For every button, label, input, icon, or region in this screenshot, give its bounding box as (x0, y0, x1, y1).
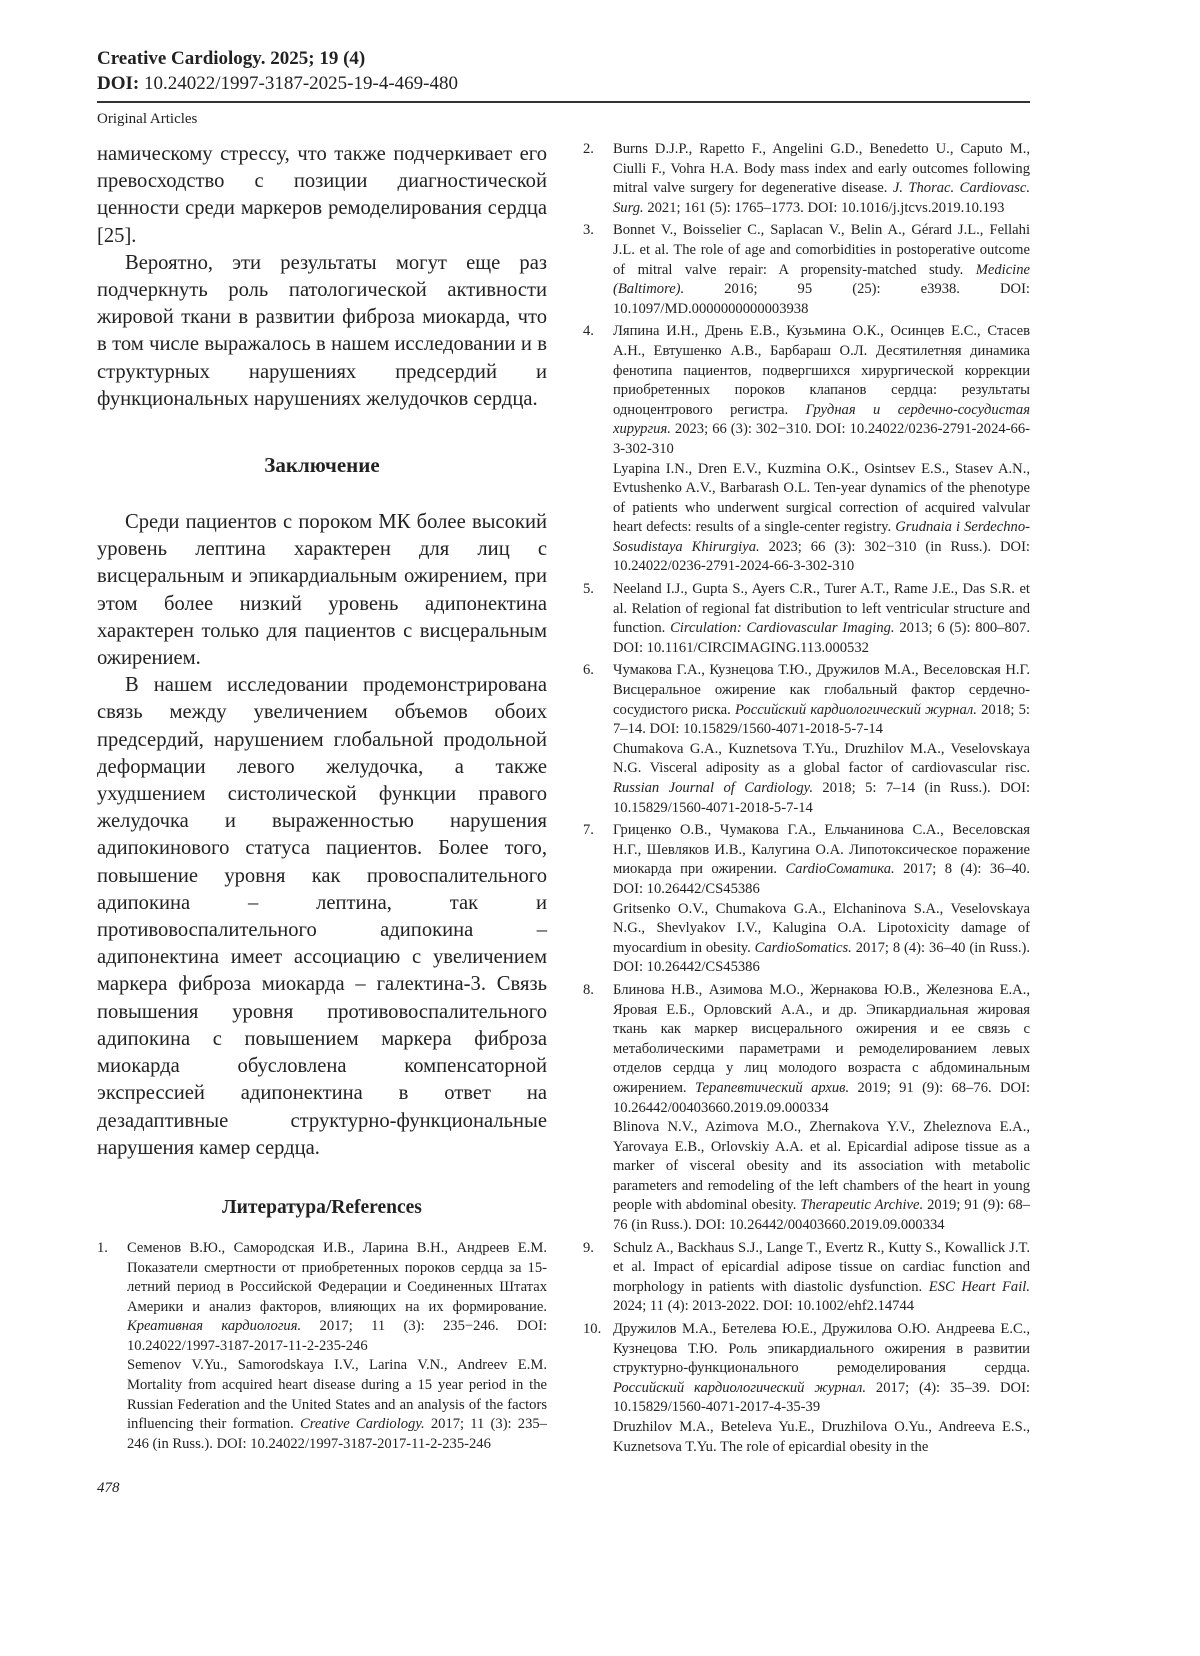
reference-list-right (583, 140, 1030, 1457)
reference-text (613, 661, 1030, 818)
reference-number: 2. (583, 140, 613, 218)
reference-citation-translation (613, 1418, 1030, 1457)
article-doi (97, 71, 1030, 96)
running-header (97, 46, 1030, 96)
citation-authors-title: Semenov V.Yu., Samorodskaya I.V., Larina V.N., Andreev E.M. Mortality from acquired heart disease during a 15 year period in the Russian Federation and the United States and an analysis of the factors influencing their formation. (127, 1357, 547, 1432)
doi-value: 10.24022/1997-3187-2025-19-4-469-480 (139, 73, 458, 94)
reference-citation (613, 322, 1030, 459)
citation-details: 2017; (4): 35–39. DOI: 10.15829/1560-4071-2017-4-35-39 (613, 1380, 1030, 1416)
citation-details: 2017; 11 (3): 235−246. DOI: 10.24022/1997-3187-2017-11-2-235-246 (127, 1318, 547, 1354)
reference-text (613, 1320, 1030, 1457)
citation-authors-title: Chumakova G.A., Kuznetsova T.Yu., Druzhilov M.A., Veselovskaya N.G. Visceral adiposity as a global factor of cardiovascular risc. (613, 741, 1030, 777)
reference-item (583, 821, 1030, 978)
citation-journal: Grudnaia i Serdechno-Sosudistaya Khirurgiya. (613, 519, 1030, 555)
citation-details: 2017; 8 (4): 36–40 (in Russ.). DOI: 10.26442/CS45386 (613, 940, 1030, 976)
reference-citation (613, 661, 1030, 739)
citation-authors-title: Дружилов М.А., Бетелева Ю.Е., Дружилова О.Ю. Андреева Е.С., Кузнецова Т.Ю. Роль эпикардиального ожирения в развитии структурно-функционального ремоделирования сердца. (613, 1321, 1030, 1376)
citation-authors-title: Bonnet V., Boisselier C., Saplacan V., Belin A., Gérard J.L., Fellahi J.L. et al. The role of age and comorbidities in postoperative outcome of mitral valve repair: A propensity-matched study. (613, 222, 1030, 277)
citation-journal: Грудная и сердечно-сосудистая хирургия. (613, 402, 1030, 438)
reference-item (583, 661, 1030, 818)
reference-list-left (97, 1239, 547, 1455)
left-column (97, 141, 547, 1457)
citation-authors-title: Гриценко О.В., Чумакова Г.А., Ельчанинова С.А., Веселовская Н.Г., Шевляков И.В., Калугина О.А. Липотоксическое поражение миокарда при ожирении. (613, 822, 1030, 877)
citation-details: 2018; 5: 7–14 (in Russ.). DOI: 10.15829/1560-4071-2018-5-7-14 (613, 780, 1030, 816)
reference-text (127, 1239, 547, 1455)
reference-item (583, 1320, 1030, 1457)
citation-journal: J. Thorac. Cardiovasc. Surg. (613, 180, 1030, 216)
citation-authors-title: Семенов В.Ю., Самородская И.В., Ларина В.Н., Андреев Е.М. Показатели смертности от приобретенных пороков сердца за 15-летний период в Российской Федерации и Соединенных Штатах Америки и анализ факторов, влияющих на их формирование. (127, 1240, 547, 1315)
citation-journal: Российский кардиологический журнал. (735, 702, 977, 718)
reference-citation-translation (613, 740, 1030, 818)
citation-details: 2023; 66 (3): 302−310 (in Russ.). DOI: 10.24022/0236-2791-2024-66-3-302-310 (613, 539, 1030, 575)
reference-item (583, 981, 1030, 1236)
citation-details: 2019; 91 (9): 68–76. DOI: 10.26442/00403660.2019.09.000334 (613, 1080, 1030, 1116)
body-paragraph: Вероятно, эти результаты могут еще раз подчеркнуть роль патологической активности жировой ткани в развитии фиброза миокарда, что в том числе выражалось в нашем исследовании и в структурных нарушениях предсердий и функциональных нарушениях желудочков сердца. (97, 250, 547, 413)
reference-citation (613, 1320, 1030, 1418)
reference-text (613, 821, 1030, 978)
reference-item (583, 140, 1030, 218)
citation-details: 2024; 11 (4): 2013-2022. DOI: 10.1002/ehf2.14744 (613, 1298, 914, 1314)
citation-authors-title: Neeland I.J., Gupta S., Ayers C.R., Turer A.T., Rame J.E., Das S.R. et al. Relation of regional fat distribution to left ventricular structure and function. (613, 581, 1030, 636)
reference-citation-translation (613, 460, 1030, 578)
reference-citation-translation (613, 1118, 1030, 1236)
reference-item (583, 1239, 1030, 1317)
citation-journal: Circulation: Cardiovascular Imaging. (670, 620, 895, 636)
reference-number: 1. (97, 1239, 127, 1455)
reference-citation (613, 1239, 1030, 1317)
reference-citation (613, 580, 1030, 658)
reference-number: 6. (583, 661, 613, 818)
section-label: Original Articles (97, 108, 197, 130)
citation-details: 2016; 95 (25): e3938. DOI: 10.1097/MD.0000000000003938 (613, 281, 1030, 317)
reference-item (583, 322, 1030, 577)
citation-authors-title: Druzhilov M.A., Beteleva Yu.E., Druzhilova O.Yu., Andreeva E.S., Kuznetsova T.Yu. The role of epicardial obesity in the (613, 1419, 1030, 1455)
reference-item (583, 221, 1030, 319)
reference-item (97, 1239, 547, 1455)
reference-number: 4. (583, 322, 613, 577)
citation-details: 2023; 66 (3): 302−310. DOI: 10.24022/0236-2791-2024-66-3-302-310 (613, 421, 1030, 457)
citation-details: 2013; 6 (5): 800–807. DOI: 10.1161/CIRCIMAGING.113.000532 (613, 620, 1030, 656)
references-heading: Литература/References (97, 1195, 547, 1221)
citation-authors-title: Ляпина И.Н., Дрень Е.В., Кузьмина О.К., Осинцев Е.С., Стасев А.Н., Евтушенко А.В., Барбараш О.Л. Десятилетняя динамика фенотипа пациентов, подвергшихся хирургической коррекции приобретенных пороков клапанов сердца: результаты одноцентрового регистра. (613, 323, 1030, 417)
reference-number: 9. (583, 1239, 613, 1317)
reference-text (613, 1239, 1030, 1317)
citation-journal: Creative Cardiology. (300, 1416, 425, 1432)
body-paragraph: намическому стрессу, что также подчеркивает его превосходство с позиции диагностической ценности среди маркеров ремоделирования сердца [25]. (97, 141, 547, 250)
reference-number: 3. (583, 221, 613, 319)
journal-title: Creative Cardiology. 2025; 19 (4) (97, 46, 1030, 71)
conclusion-heading: Заключение (97, 452, 547, 479)
reference-text (613, 140, 1030, 218)
citation-details: 2017; 11 (3): 235–246 (in Russ.). DOI: 10.24022/1997-3187-2017-11-2-235-246 (127, 1416, 547, 1452)
reference-text (613, 580, 1030, 658)
citation-authors-title: Gritsenko O.V., Chumakova G.A., Elchaninova S.A., Veselovskaya N.G., Shevlyakov I.V., Kalugina O.A. Lipotoxicity damage of myocardium in obesity. (613, 901, 1030, 956)
page-number: 478 (97, 1480, 120, 1497)
reference-citation-translation (613, 900, 1030, 978)
reference-text (613, 221, 1030, 319)
header-rule (97, 101, 1030, 103)
reference-citation (613, 821, 1030, 899)
citation-authors-title: Burns D.J.P., Rapetto F., Angelini G.D., Benedetto U., Caputo M., Ciulli F., Vohra H.A. Body mass index and early outcomes following mitral valve surgery for degenerative disease. (613, 141, 1030, 196)
body-paragraph: В нашем исследовании продемонстрирована связь между увеличением объемов обоих предсердий, нарушением глобальной продольной деформации левого желудочка, а также ухудшением систолической функции правого желудочка и выраженностью нарушения адипокинового статуса пациентов. Более того, повышение уровня как провоспалительного адипокина – лептина, так и противовоспалительного адипокина – адипонектина имеет ассоциацию с увеличением маркера фиброза миокарда – галектина-3. Связь повышения уровня противовоспалительного адипокина с повышением маркера фиброза миокарда обусловлена компенсаторной экспрессией адипонектина в ответ на дезадаптивные структурно-функциональные нарушения камер сердца. (97, 672, 547, 1162)
reference-item (583, 580, 1030, 658)
citation-details: 2021; 161 (5): 1765–1773. DOI: 10.1016/j.jtcvs.2019.10.193 (644, 200, 1005, 216)
doi-label: DOI: (97, 73, 139, 94)
reference-text (613, 981, 1030, 1236)
citation-details: 2019; 91 (9): 68–76 (in Russ.). DOI: 10.26442/00403660.2019.09.000334 (613, 1197, 1030, 1233)
body-paragraph: Среди пациентов с пороком МК более высокий уровень лептина характерен для лиц с висцеральным и эпикардиальным ожирением, при этом более низкий уровень адипонектина характерен только для пациентов с висцеральным ожирением. (97, 509, 547, 672)
citation-authors-title: Schulz A., Backhaus S.J., Lange T., Evertz R., Kutty S., Kowallick J.T. et al. Impact of epicardial adipose tissue on cardiac function and morphology in patients with diastolic dysfunction. (613, 1240, 1030, 1295)
right-column (583, 140, 1030, 1460)
citation-journal: Терапевтический архив. (695, 1080, 849, 1096)
reference-citation (613, 221, 1030, 319)
reference-text (613, 322, 1030, 577)
citation-journal: Креативная кардиология. (127, 1318, 301, 1334)
reference-citation (613, 140, 1030, 218)
citation-authors-title: Lyapina I.N., Dren E.V., Kuzmina O.K., Osintsev E.S., Stasev A.N., Evtushenko A.V., Barbarash O.L. Ten-year dynamics of the phenotype of patients who underwent surgical correction of acquired valvular heart defects: results of a single-center registry. (613, 461, 1030, 536)
reference-citation-translation (127, 1356, 547, 1454)
reference-citation (613, 981, 1030, 1118)
citation-journal: Medicine (Baltimore). (613, 262, 1030, 298)
citation-journal: Российский кардиологический журнал. (613, 1380, 866, 1396)
citation-authors-title: Blinova N.V., Azimova M.O., Zhernakova Y.V., Zheleznova E.A., Yarovaya E.B., Orlovskiy A.A. et al. Epicardial adipose tissue as a marker of visceral obesity and its association with metabolic parameters and remodeling of the left chambers of the heart in young people with abdominal obesity. (613, 1119, 1030, 1213)
reference-number: 5. (583, 580, 613, 658)
citation-details: 2017; 8 (4): 36–40. DOI: 10.26442/CS45386 (613, 861, 1030, 897)
citation-journal: ESC Heart Fail. (929, 1279, 1030, 1295)
citation-journal: CardioSomatics. (755, 940, 852, 956)
citation-authors-title: Чумакова Г.А., Кузнецова Т.Ю., Дружилов М.А., Веселовская Н.Г. Висцеральное ожирение как глобальный фактор сердечно-сосудистого риска. (613, 662, 1030, 717)
citation-journal: Russian Journal of Cardiology. (613, 780, 813, 796)
citation-details: 2018; 5: 7–14. DOI: 10.15829/1560-4071-2018-5-7-14 (613, 702, 1030, 738)
reference-citation (127, 1239, 547, 1357)
reference-number: 8. (583, 981, 613, 1236)
reference-number: 7. (583, 821, 613, 978)
citation-journal: Therapeutic Archive. (800, 1197, 923, 1213)
citation-authors-title: Блинова Н.В., Азимова М.О., Жернакова Ю.В., Железнова Е.А., Яровая Е.Б., Орловский А.А., и др. Эпикардиальная жировая ткань как маркер висцерального ожирения и ее связь с метаболическими параметрами и ремоделированием левых отделов сердца у лиц молодого возраста с абдоминальным ожирением. (613, 982, 1030, 1096)
citation-journal: CardioСоматика. (785, 861, 894, 877)
reference-number: 10. (583, 1320, 613, 1457)
